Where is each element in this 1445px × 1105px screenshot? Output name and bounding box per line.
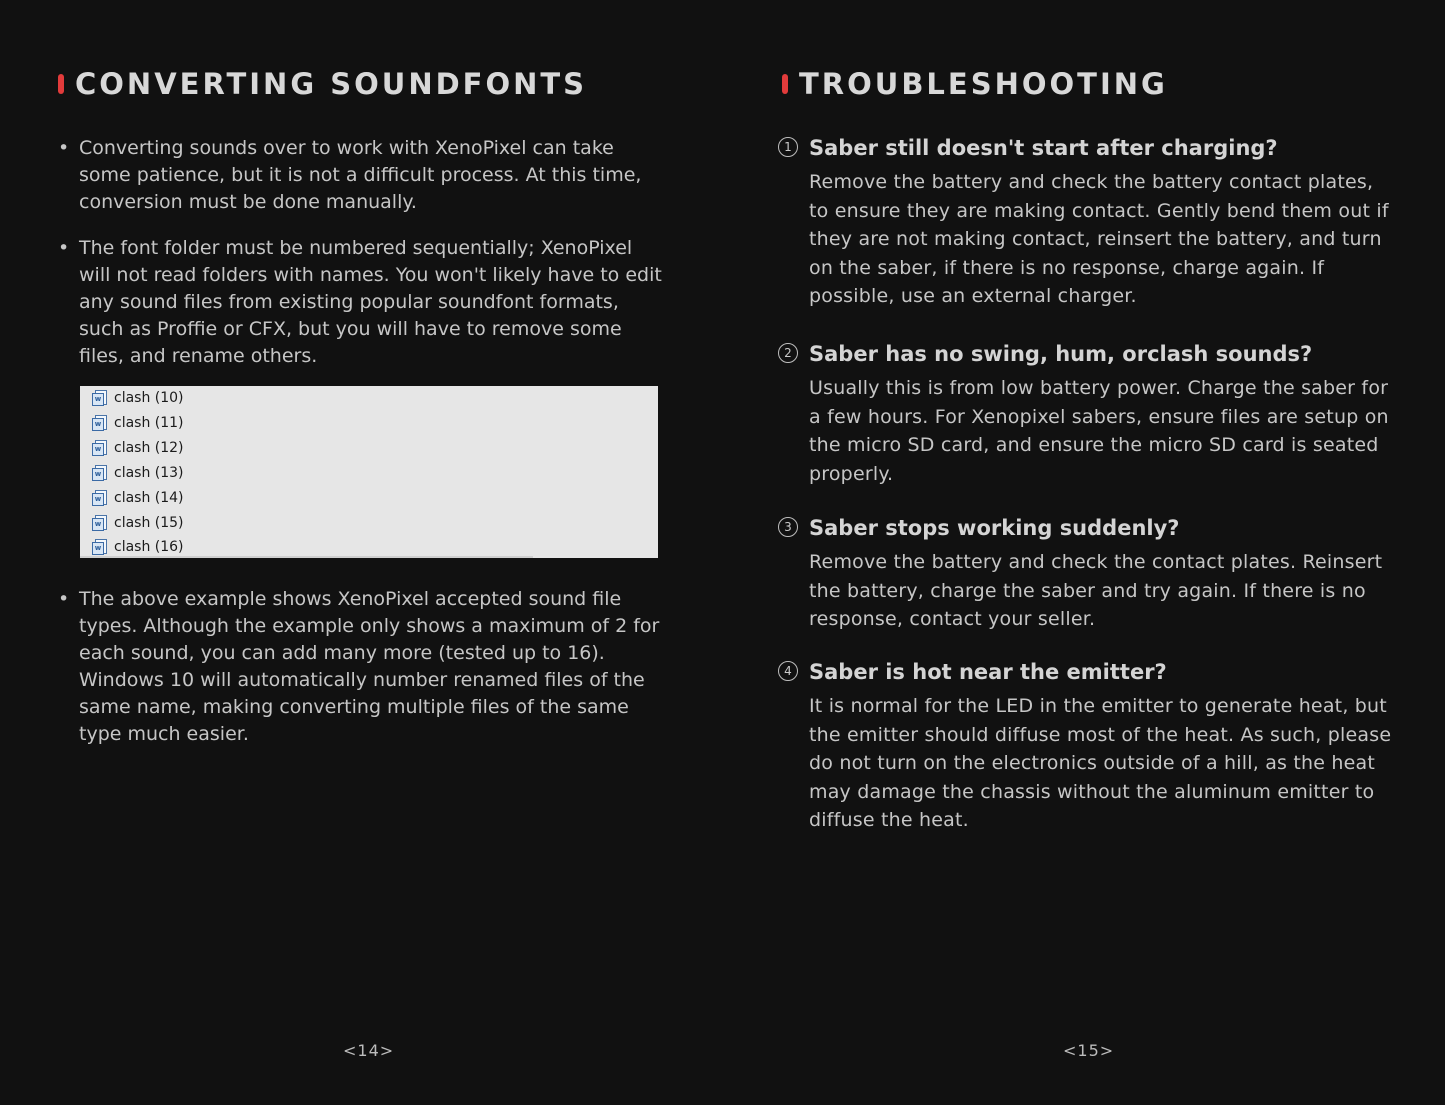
word-document-icon: w <box>92 515 106 531</box>
bullet-item <box>56 586 666 748</box>
bullet-text: The above example shows XenoPixel accepted sound file types. Although the example only shows a maximum of 2 for each sound, you can add many more (tested up to 16). Windows 10 will automatically number renamed files of the same name, making converting multiple files of the same type much easier. <box>79 588 660 745</box>
troubleshooting-item <box>778 134 1398 311</box>
answer-text: Remove the battery and check the battery contact plates, to ensure they are making contact. Gently bend them out if they are not making contact, reinsert the battery, and turn on the saber, if there is no response, charge again. If possible, use an external charger. <box>809 171 1389 307</box>
file-name: clash (12) <box>114 440 184 456</box>
right-page <box>722 0 1445 1105</box>
circled-number-icon: 2 <box>778 343 798 363</box>
answer-text: Remove the battery and check the contact plates. Reinsert the battery, charge the saber and try again. If there is no response, contact your seller. <box>809 551 1383 630</box>
file-name: clash (14) <box>114 490 184 506</box>
left-page <box>0 0 722 1105</box>
question-text: Saber stops working suddenly? <box>809 516 1180 540</box>
bullet-text: The font folder must be numbered sequentially; XenoPixel will not read folders with names. You won't likely have to edit any sound files from existing popular soundfont formats, such as Proffie or CFX, but you will have to remove some files, and rename others. <box>79 237 662 367</box>
question-text: Saber still doesn't start after charging? <box>809 136 1278 160</box>
page-number-left: <14> <box>343 1041 395 1060</box>
question-row <box>778 514 1398 542</box>
file-name: clash (16) <box>114 539 184 555</box>
word-document-icon: w <box>92 465 106 481</box>
troubleshooting-item <box>778 340 1398 488</box>
file-row <box>92 412 184 434</box>
file-name: clash (13) <box>114 465 184 481</box>
file-row <box>92 512 184 534</box>
troubleshooting-heading <box>782 66 1168 102</box>
troubleshooting-title: TROUBLESHOOTING <box>799 67 1168 101</box>
converting-soundfonts-title: CONVERTING SOUNDFONTS <box>75 67 588 101</box>
troubleshooting-item <box>778 658 1398 835</box>
file-row <box>92 487 184 509</box>
circled-number-icon: 1 <box>778 137 798 157</box>
bullet-text: Converting sounds over to work with XenoPixel can take some patience, but it is not a difficult process. At this time, conversion must be done manually. <box>79 137 642 213</box>
circled-number-icon: 4 <box>778 661 798 681</box>
file-row <box>92 387 184 409</box>
file-name: clash (11) <box>114 415 184 431</box>
page-number-right: <15> <box>1063 1041 1115 1060</box>
question-row <box>778 134 1398 162</box>
bullet-dot-icon: • <box>58 137 70 159</box>
bullet-dot-icon: • <box>58 588 70 610</box>
converting-soundfonts-heading <box>58 66 587 102</box>
word-document-icon: w <box>92 440 106 456</box>
question-text: Saber has no swing, hum, orclash sounds? <box>809 342 1313 366</box>
question-text: Saber is hot near the emitter? <box>809 660 1167 684</box>
red-accent-bar <box>782 74 788 94</box>
word-document-icon: w <box>92 490 106 506</box>
bullet-item <box>56 135 666 216</box>
file-panel-divider <box>80 556 533 558</box>
file-row <box>92 536 184 558</box>
word-document-icon: w <box>92 390 106 406</box>
file-name: clash (15) <box>114 515 184 531</box>
bullet-dot-icon: • <box>58 237 70 259</box>
word-document-icon: w <box>92 539 106 555</box>
troubleshooting-item <box>778 514 1398 634</box>
file-row <box>92 462 184 484</box>
word-document-icon: w <box>92 415 106 431</box>
question-row <box>778 340 1398 368</box>
file-name: clash (10) <box>114 390 184 406</box>
file-row <box>92 437 184 459</box>
bullet-item <box>56 235 666 370</box>
bullet-list-bottom <box>56 586 666 748</box>
red-accent-bar <box>58 74 64 94</box>
circled-number-icon: 3 <box>778 517 798 537</box>
answer-text: It is normal for the LED in the emitter to generate heat, but the emitter should diffuse most of the heat. As such, please do not turn on the electronics outside of a hill, as the heat may damage the chassis without the aluminum emitter to diffuse the heat. <box>809 695 1392 831</box>
answer-text: Usually this is from low battery power. Charge the saber for a few hours. For Xenopixel sabers, ensure files are setup on the micro SD card, and ensure the micro SD card is seated properly. <box>809 377 1389 485</box>
bullet-list-top <box>56 135 666 370</box>
question-row <box>778 658 1398 686</box>
file-list-screenshot <box>80 386 658 558</box>
